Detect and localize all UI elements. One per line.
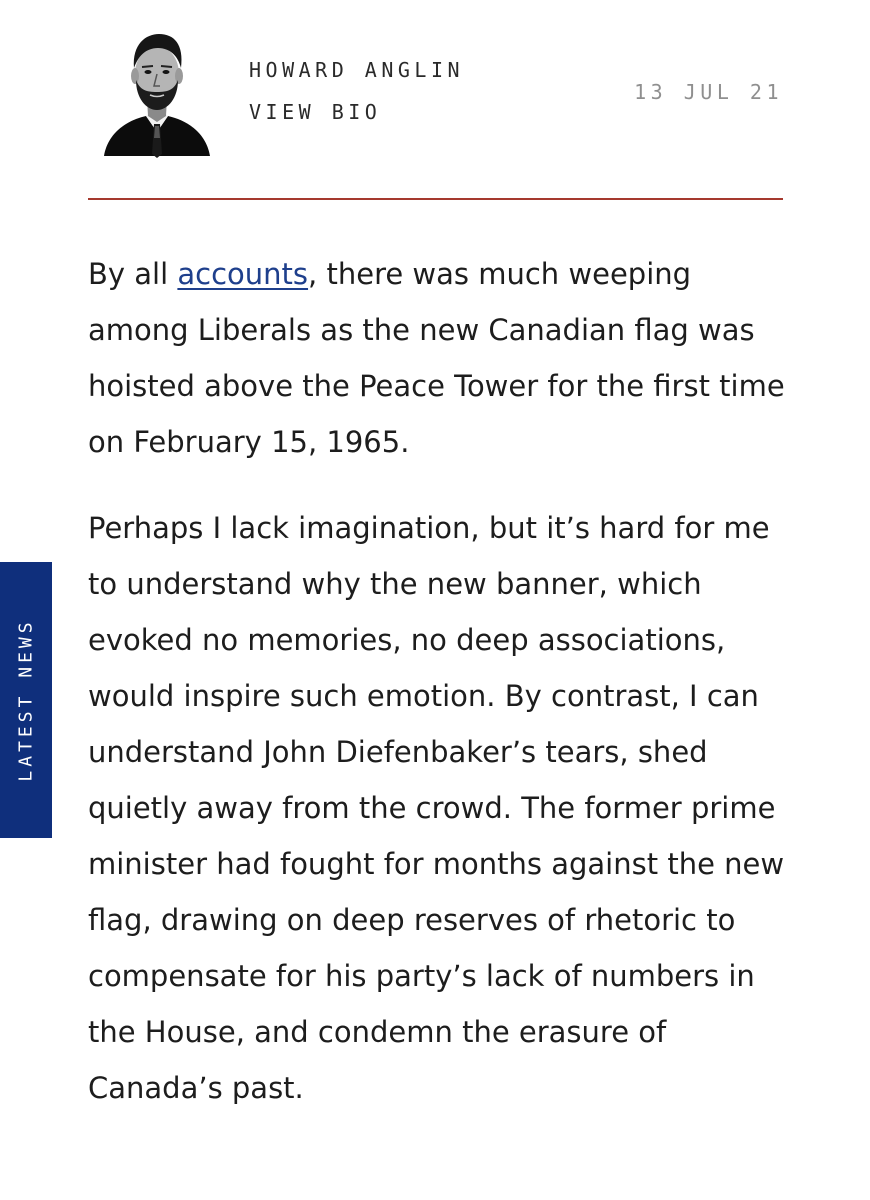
article-body [88, 246, 788, 1146]
article-paragraph-2: Perhaps I lack imagination, but it’s hard for me to understand why the new banner, which evoked no memories, no deep associations, would inspire such emotion. By contrast, I can understand John Diefenbaker’s tears, shed quietly away from the crowd. The former prime minister had fought for months against the new flag, drawing on deep reserves of rhetoric to compensate for his party’s lack of numbers in the House, and condemn the erasure of Canada’s past. [88, 511, 785, 1105]
author-name[interactable]: HOWARD ANGLIN [249, 58, 465, 82]
author-avatar [102, 28, 212, 158]
header-divider [88, 198, 783, 200]
article-paragraph-1 [88, 246, 788, 470]
accounts-link[interactable]: accounts [177, 257, 309, 291]
author-header [88, 20, 783, 170]
paragraph-1-text-start: By all [88, 257, 178, 291]
latest-news-label: LATEST NEWS [15, 618, 37, 782]
publish-date: 13 JUL 21 [634, 80, 783, 104]
latest-news-tab[interactable] [0, 562, 52, 838]
paragraph-1-text-end: , there was much weeping among Liberals as the new Canadian flag was hoisted above the Peace Tower for the first time on February 15, 1965. [88, 257, 785, 459]
view-bio-link[interactable]: VIEW BIO [249, 100, 382, 124]
